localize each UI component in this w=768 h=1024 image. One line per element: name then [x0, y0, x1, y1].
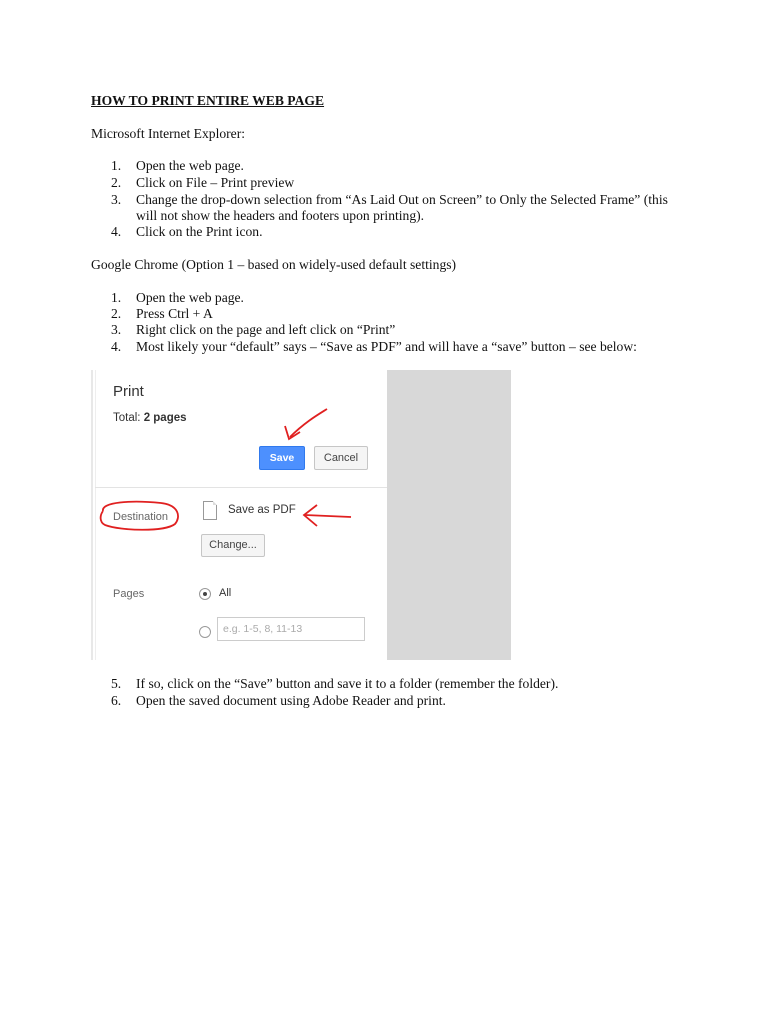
pdf-arrow-shaft	[305, 515, 351, 517]
pages-all-radio[interactable]	[199, 588, 211, 600]
step-number: 2.	[111, 306, 122, 321]
destination-value: Save as PDF	[228, 504, 296, 516]
pages-all-label: All	[219, 587, 232, 599]
screenshot-edge	[91, 370, 93, 660]
document-icon	[203, 501, 217, 520]
step-text: Click on File – Print preview	[136, 175, 295, 190]
save-arrow-shaft	[290, 409, 327, 437]
pages-range-radio[interactable]	[199, 626, 211, 638]
total-value: 2 pages	[143, 412, 187, 424]
step-text: Open the web page.	[136, 158, 244, 173]
step-number: 3.	[111, 192, 122, 207]
total-label: Total:	[113, 412, 144, 424]
total-pages	[113, 412, 187, 424]
ie-section-title: Microsoft Internet Explorer:	[91, 126, 246, 141]
step-number: 3.	[111, 322, 122, 337]
step-text: Open the web page.	[136, 290, 244, 305]
print-dialog-screenshot	[91, 370, 511, 660]
chrome-section-title: Google Chrome (Option 1 – based on widely-used default settings)	[91, 257, 457, 272]
dialog-divider	[95, 487, 387, 488]
step-text: Right click on the page and left click on “Print”	[136, 322, 396, 337]
preview-area	[387, 370, 511, 660]
pages-label: Pages	[113, 588, 145, 600]
step-number: 1.	[111, 290, 122, 305]
pages-range-input[interactable]: e.g. 1-5, 8, 11-13	[217, 617, 365, 641]
step-number: 2.	[111, 175, 122, 190]
destination-label: Destination	[113, 511, 169, 523]
step-text: Change the drop-down selection from “As Laid Out on Screen” to Only the Selected Frame” (this	[136, 192, 668, 207]
step-text: Click on the Print icon.	[136, 224, 263, 239]
change-button[interactable]: Change...	[201, 534, 265, 557]
step-text: Press Ctrl + A	[136, 306, 213, 321]
document-heading: HOW TO PRINT ENTIRE WEB PAGE	[91, 93, 325, 108]
step-number: 4.	[111, 224, 122, 239]
step-number: 1.	[111, 158, 122, 173]
pdf-arrow-head	[304, 505, 317, 526]
step-number: 6.	[111, 693, 122, 708]
dialog-border	[95, 370, 96, 660]
print-title: Print	[113, 383, 144, 400]
step-text: Open the saved document using Adobe Reader and print.	[136, 693, 446, 708]
step-number: 5.	[111, 676, 122, 691]
step-number: 4.	[111, 339, 122, 354]
save-button[interactable]: Save	[259, 446, 305, 470]
step-text: If so, click on the “Save” button and save it to a folder (remember the folder).	[136, 676, 559, 691]
cancel-button[interactable]: Cancel	[314, 446, 368, 470]
step-text-continued: will not show the headers and footers upon printing).	[136, 208, 425, 223]
save-arrow-head	[285, 426, 300, 439]
step-text: Most likely your “default” says – “Save as PDF” and will have a “save” button – see below:	[136, 339, 637, 354]
